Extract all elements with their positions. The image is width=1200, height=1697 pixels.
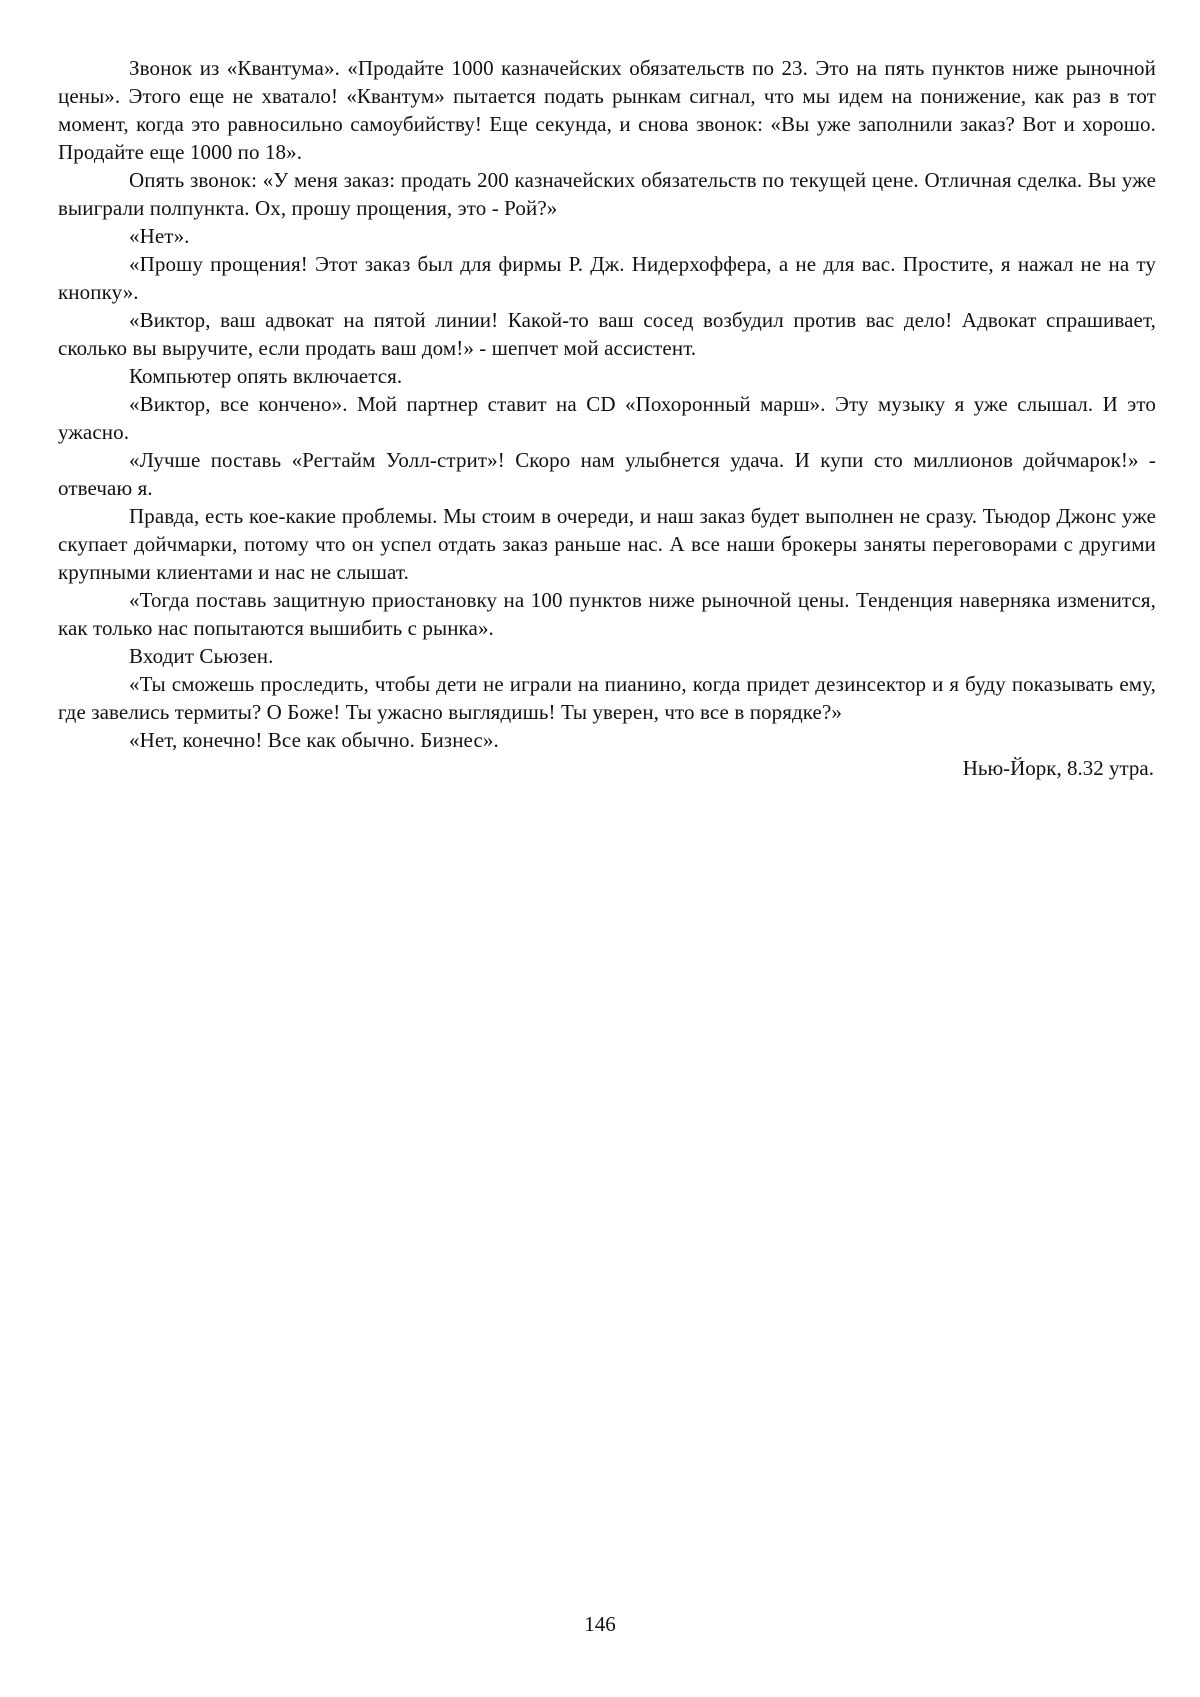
paragraph: Входит Сьюзен.	[129, 644, 274, 668]
paragraph: «Виктор, ваш адвокат на пятой линии! Какой-то ваш сосед возбудил против вас дело! Адвокат спрашивает, сколько вы выручите, если продать ваш дом!» - шепчет мой ассистент.	[58, 308, 1156, 360]
paragraph: «Виктор, все кончено». Мой партнер ставит на CD «Похоронный марш». Эту музыку я уже слышал. И это ужасно.	[58, 392, 1156, 444]
paragraph: «Ты сможешь проследить, чтобы дети не играли на пианино, когда придет дезинсектор и я буду показывать ему, где завелись термиты? О Боже! Ты ужасно выглядишь! Ты уверен, что все в порядке?»	[58, 672, 1156, 724]
page-number: 146	[584, 1612, 616, 1636]
paragraph: «Нет».	[129, 224, 190, 248]
paragraph: Звонок из «Квантума». «Продайте 1000 казначейских обязательств по 23. Это на пять пунктов ниже рыночной цены». Этого еще не хватало! «Квантум» пытается подать рынкам сигнал, что мы идем на понижение, как раз в тот момент, когда это равносильно самоубийству! Еще секунда, и снова звонок: «Вы уже заполнили заказ? Вот и хорошо. Продайте еще 1000 по 18».	[58, 56, 1156, 164]
paragraph: Правда, есть кое-какие проблемы. Мы стоим в очереди, и наш заказ будет выполнен не сразу. Тьюдор Джонс уже скупает дойчмарки, потому что он успел отдать заказ раньше нас. А все наши брокеры заняты переговорами с другими крупными клиентами и нас не слышат.	[58, 504, 1156, 584]
paragraph: Компьютер опять включается.	[129, 364, 403, 388]
paragraph: «Лучше поставь «Регтайм Уолл-стрит»! Скоро нам улыбнется удача. И купи сто миллионов дойчмарок!» - отвечаю я.	[58, 448, 1156, 500]
paragraph: «Нет, конечно! Все как обычно. Бизнес».	[129, 728, 499, 752]
signoff-location-time: Нью-Йорк, 8.32 утра.	[962, 756, 1154, 780]
page-body	[58, 54, 1156, 782]
paragraph: Опять звонок: «У меня заказ: продать 200 казначейских обязательств по текущей цене. Отличная сделка. Вы уже выиграли полпункта. Ох, прошу прощения, это - Рой?»	[58, 168, 1156, 220]
paragraph: «Тогда поставь защитную приостановку на 100 пунктов ниже рыночной цены. Тенденция наверняка изменится, как только нас попытаются вышибить с рынка».	[58, 588, 1156, 640]
paragraph: «Прошу прощения! Этот заказ был для фирмы Р. Дж. Нидерхоффера, а не для вас. Простите, я нажал не на ту кнопку».	[58, 252, 1156, 304]
